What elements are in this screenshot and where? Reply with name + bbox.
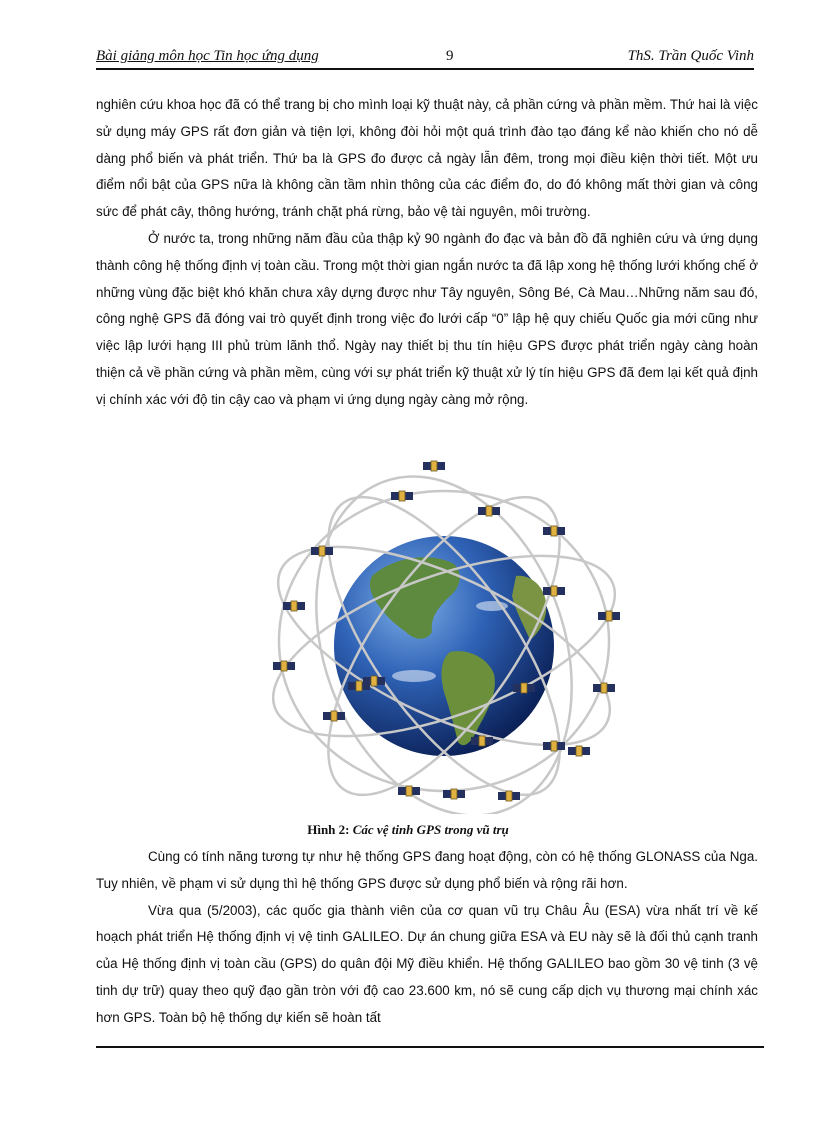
- body-text-bottom: [96, 844, 758, 1032]
- satellite-icon: [543, 741, 565, 751]
- caption-text: Các vệ tinh GPS trong vũ trụ: [352, 822, 509, 837]
- paragraph: Ở nước ta, trong những năm đầu của thập kỷ 90 ngành đo đạc và bản đồ đã nghiên cứu và ứng dụng thành công hệ thống định vị toàn cầu. Trong một thời gian ngắn nước ta đã lập xong hệ thống lưới khống chế ở những vùng đặc biệt khó khăn chưa xây dựng được như Tây nguyên, Sông Bé, Cà Mau…Những năm sau đó, công nghệ GPS đã đóng vai trò quyết định trong việc đo lưới cấp “0” lập hệ quy chiếu Quốc gia mới cũng như việc lập lưới hạng III phủ trùm lãnh thổ. Ngày nay thiết bị thu tín hiệu GPS được phát triển ngày càng hoàn thiện cả về phần cứng và phần mềm, cùng với sự phát triển kỹ thuật xử lý tín hiệu GPS đã đem lại kết quả định vị chính xác với độ tin cậy cao và phạm vi ứng dụng ngày càng mở rộng.: [96, 230, 758, 407]
- page-number: 9: [446, 48, 454, 64]
- satellite-icon: [273, 661, 295, 671]
- paragraph: nghiên cứu khoa học đã có thể trang bị cho mình loại kỹ thuật này, cả phần cứng và phần mềm. Thứ hai là việc sử dụng máy GPS rất đơn giản và tiện lợi, không đòi hỏi một quá trình đào tạo đáng kể nào khiến cho nó dễ dàng phổ biến và phát triển. Thứ ba là GPS đo được cả ngày lẫn đêm, trong mọi điều kiện thời tiết. Một ưu điểm nổi bật của GPS nữa là không cần tầm nhìn thông của các điểm đo, do đó không mất thời gian và công sức để phát cây, thông hướng, tránh chặt phá rừng, bảo vệ tài nguyên, môi trường.: [96, 97, 758, 220]
- satellite-icon: [323, 711, 345, 721]
- satellite-icon: [391, 491, 413, 501]
- body-text-top: [96, 92, 758, 414]
- page-header: [96, 46, 754, 70]
- satellite-icon: [471, 736, 493, 746]
- satellite-icon: [311, 546, 333, 556]
- satellite-icon: [443, 789, 465, 799]
- caption-label: Hình 2:: [307, 822, 350, 837]
- paragraph: Vừa qua (5/2003), các quốc gia thành viên của cơ quan vũ trụ Châu Âu (ESA) vừa nhất trí về kế hoạch phát triển Hệ thống định vị vệ tinh GALILEO. Dự án chung giữa ESA và EU này sẽ là đối thủ cạnh tranh của Hệ thống định vị toàn cầu (GPS) do quân đội Mỹ điều khiển. Hệ thống GALILEO bao gồm 30 vệ tinh (3 vệ tinh dự trữ) quay theo quỹ đạo gần tròn với độ cao 23.600 km, nó sẽ cung cấp dịch vụ thương mại chính xác hơn GPS. Toàn bộ hệ thống dự kiến sẽ hoàn tất: [96, 902, 758, 1025]
- figure-caption: [0, 822, 816, 838]
- satellite-icon: [598, 611, 620, 621]
- satellite-icon: [423, 461, 445, 471]
- satellite-icon: [498, 791, 520, 801]
- paragraph: Cùng có tính năng tương tự như hệ thống GPS đang hoạt động, còn có hệ thống GLONASS của Nga. Tuy nhiên, về phạm vi sử dụng thì hệ thống GPS được sử dụng phổ biến và rộng rãi hơn.: [96, 849, 758, 891]
- satellite-icon: [283, 601, 305, 611]
- gps-satellites-figure: [254, 456, 632, 814]
- cloud: [392, 670, 436, 682]
- satellite-icon: [568, 746, 590, 756]
- course-title: Bài giảng môn học Tin học ứng dụng: [96, 48, 319, 64]
- satellite-icon: [593, 683, 615, 693]
- author-name: ThS. Trần Quốc Vinh: [627, 48, 754, 64]
- satellite-icon: [398, 786, 420, 796]
- satellite-icon: [513, 683, 535, 693]
- footer-rule: [96, 1046, 764, 1048]
- satellite-icon: [363, 676, 385, 686]
- satellite-icon: [543, 526, 565, 536]
- satellite-icon: [478, 506, 500, 516]
- satellite-icon: [543, 586, 565, 596]
